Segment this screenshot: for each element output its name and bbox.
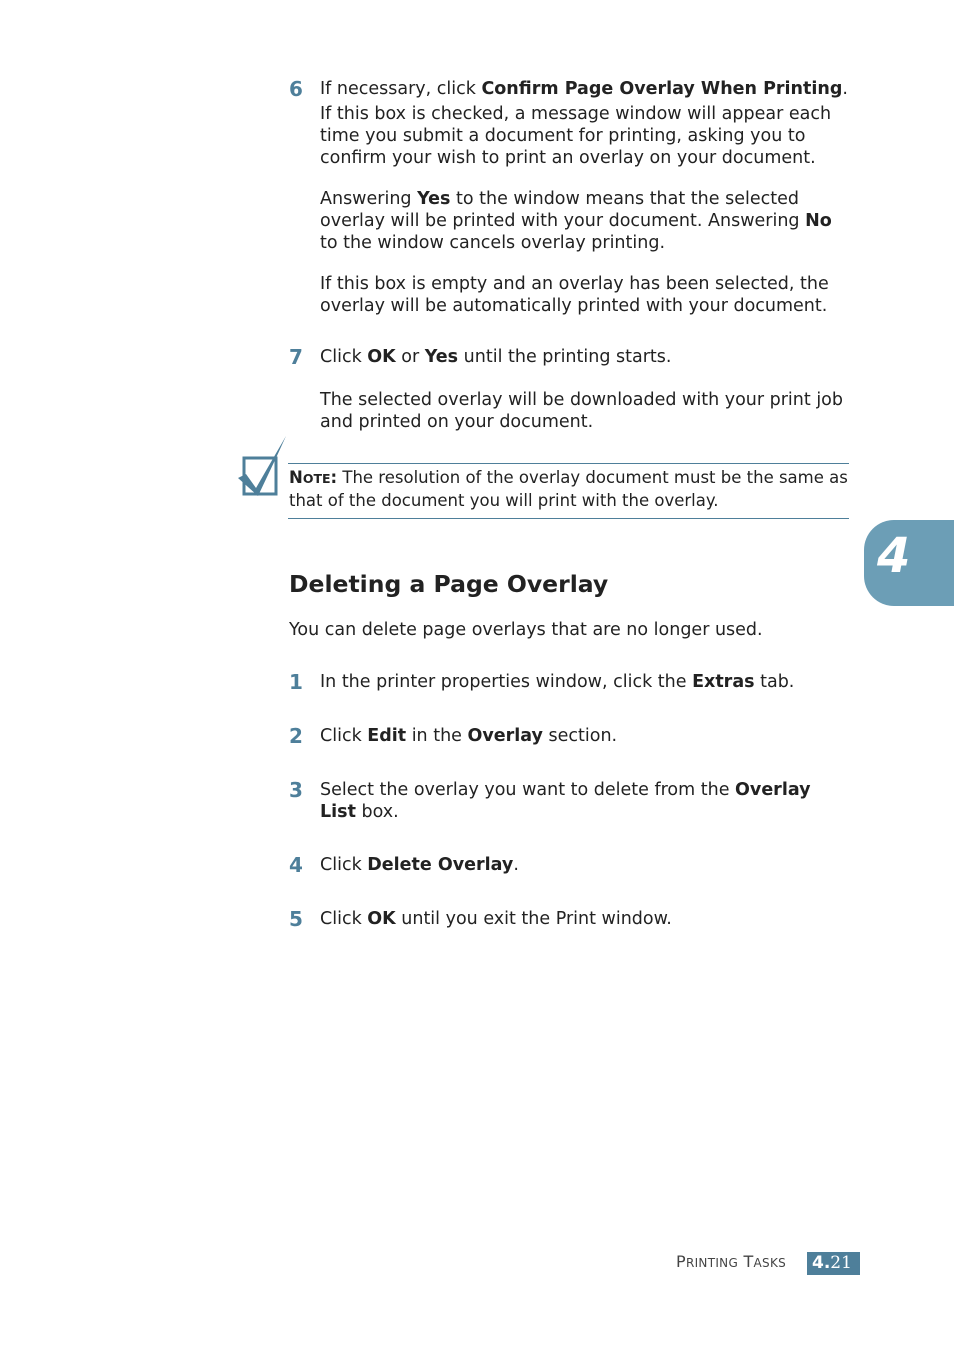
step-6-text xyxy=(320,78,850,100)
step-7-pre: Click xyxy=(320,347,368,367)
step-6-para1: If this box is checked, a message window will appear each time you submit a document for printing, asking you to confirm your wish to print an overlay on your document. xyxy=(320,104,832,168)
step-1-pre: In the printer properties window, click the xyxy=(320,672,693,692)
step-number-3: 3 xyxy=(289,778,303,802)
step-1-b1: Extras xyxy=(692,672,755,692)
note-bottom-rule xyxy=(288,518,849,519)
step-6-para3: If this box is empty and an overlay has been selected, the overlay will be automatically printed with your document. xyxy=(320,274,829,316)
note-top-rule xyxy=(288,463,849,464)
step-7-b1: OK xyxy=(367,347,396,367)
step-2-mid: in the xyxy=(406,726,468,746)
step-3-b1: Overlay List xyxy=(320,780,811,822)
step-6-para2-b1: Yes xyxy=(417,189,451,209)
step-6-para2-b2: No xyxy=(805,211,832,231)
step-4-post: . xyxy=(513,855,519,875)
step-2-post: section. xyxy=(542,726,618,746)
step-7-text xyxy=(320,346,850,368)
footer-page: 21 xyxy=(830,1253,852,1273)
step-2-b1: Edit xyxy=(367,726,407,746)
step-4-b1: Delete Overlay xyxy=(367,855,514,875)
step-2-pre: Click xyxy=(320,726,368,746)
section-heading: Deleting a Page Overlay xyxy=(289,570,609,598)
step-5-text xyxy=(320,908,850,930)
section-intro: You can delete page overlays that are no longer used. xyxy=(289,620,763,640)
step-number-2: 2 xyxy=(289,724,303,748)
step-2-text xyxy=(320,725,850,747)
footer-p-first: P xyxy=(676,1252,686,1271)
note-label-rest: OTE xyxy=(302,471,331,486)
step-number-6: 6 xyxy=(289,77,303,101)
step-number-5: 5 xyxy=(289,907,303,931)
footer-p-rest: RINTING xyxy=(685,1256,739,1270)
step-6-para2-pre: Answering xyxy=(320,189,418,209)
step-5-pre: Click xyxy=(320,909,368,929)
step-7-para: The selected overlay will be downloaded with your print job and printed on your document. xyxy=(320,390,843,432)
note-body: The resolution of the overlay document must be the same as that of the document you will print with the overlay. xyxy=(289,468,848,510)
step-4-text xyxy=(320,854,850,876)
step-7-mid: or xyxy=(395,347,425,367)
step-6-para2-mid: to the window means that the selected overlay will be printed with your document. Answering xyxy=(320,189,806,231)
page-number-badge xyxy=(807,1252,860,1275)
chapter-tab-number: 4 xyxy=(877,528,911,584)
step-3-pre: Select the overlay you want to delete from the xyxy=(320,780,736,800)
step-6-line1-bold: Confirm Page Overlay When Printing xyxy=(481,79,843,99)
step-number-7: 7 xyxy=(289,345,303,369)
checkmark-note-icon xyxy=(236,436,290,498)
step-3-post: box. xyxy=(355,802,399,822)
note-label-colon: : xyxy=(330,468,338,487)
step-2-b2: Overlay xyxy=(467,726,543,746)
step-4-pre: Click xyxy=(320,855,368,875)
step-5-post: until you exit the Print window. xyxy=(395,909,672,929)
step-1-text xyxy=(320,671,850,693)
step-6-line1-post: . xyxy=(842,79,848,99)
step-6-para2 xyxy=(320,188,850,254)
step-6-line1-pre: If necessary, click xyxy=(320,79,482,99)
step-7-b2: Yes xyxy=(424,347,459,367)
step-7-post: until the printing starts. xyxy=(458,347,672,367)
note-text xyxy=(289,467,849,512)
step-6-para2-post: to the window cancels overlay printing. xyxy=(320,233,666,253)
note-label xyxy=(289,468,337,487)
footer-section-label xyxy=(676,1252,786,1271)
step-1-post: tab. xyxy=(754,672,795,692)
step-5-b1: OK xyxy=(367,909,396,929)
step-3-text xyxy=(320,779,820,823)
note-label-first: N xyxy=(289,468,303,487)
step-number-4: 4 xyxy=(289,853,303,877)
footer-chapter: 4. xyxy=(812,1253,831,1273)
step-number-1: 1 xyxy=(289,670,303,694)
footer-t-rest: ASKS xyxy=(753,1256,787,1270)
footer-t-first: T xyxy=(738,1252,754,1271)
